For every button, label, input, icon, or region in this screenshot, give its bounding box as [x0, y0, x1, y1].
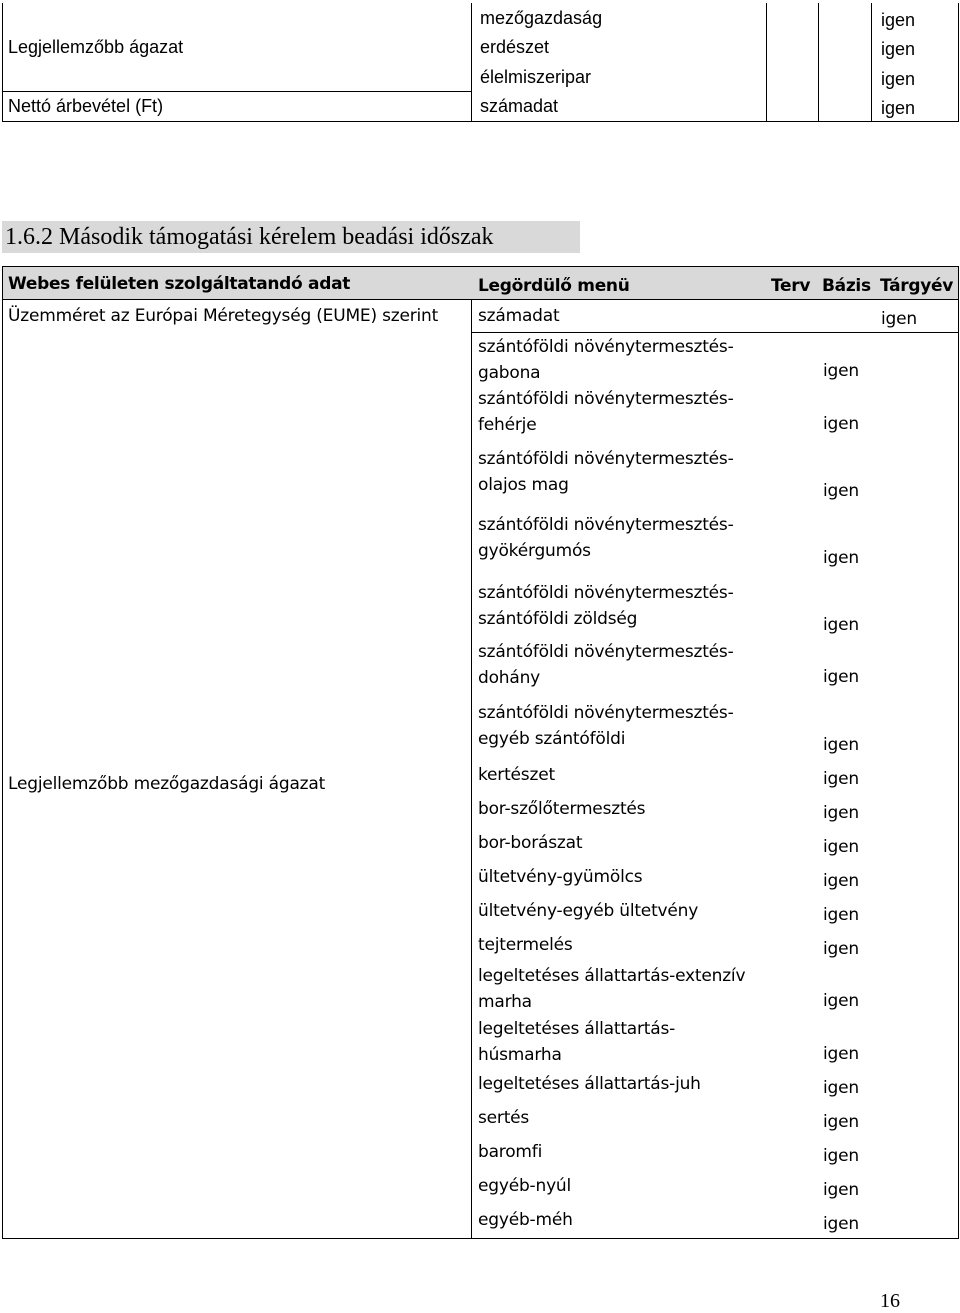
header-year: Tárgyév	[880, 276, 954, 296]
value-cell: igen	[823, 735, 859, 755]
list-item: legeltetéses állattartás- húsmarha	[478, 1019, 676, 1065]
value-cell: igen	[823, 803, 859, 823]
value-cell: igen	[823, 1214, 859, 1234]
value-cell: igen	[823, 991, 859, 1011]
page-number: 16	[880, 1290, 900, 1312]
header-base: Bázis	[822, 276, 871, 296]
list-item: szántóföldi növénytermesztés- olajos mag	[478, 449, 734, 495]
list-item: kertészet	[478, 765, 555, 785]
header-plan: Terv	[771, 276, 811, 296]
list-item: szántóföldi növénytermesztés- gabona	[478, 337, 734, 383]
list-item: tejtermelés	[478, 935, 573, 955]
menu-item: erdészet	[480, 37, 550, 57]
value-cell: igen	[823, 361, 859, 381]
menu-item: számadat	[480, 96, 559, 116]
value-cell: igen	[823, 481, 859, 501]
value-cell: igen	[823, 615, 859, 635]
value-cell: igen	[823, 1146, 859, 1166]
list-item: szántóföldi növénytermesztés- dohány	[478, 642, 734, 688]
list-item: legeltetéses állattartás-extenzív marha	[478, 966, 746, 1012]
header-data: Webes felületen szolgáltatandó adat	[8, 274, 351, 294]
list-item: szántóföldi növénytermesztés- szántóföldi zöldség	[478, 583, 734, 629]
value-cell: igen	[881, 98, 916, 118]
menu-item: élelmiszeripar	[480, 67, 592, 87]
value-cell: igen	[881, 39, 916, 59]
list-item: szántóföldi növénytermesztés- gyökérgumós	[478, 515, 734, 561]
top-row-label-revenue: Nettó árbevétel (Ft)	[8, 96, 164, 116]
list-item: bor-szőlőtermesztés	[478, 799, 646, 819]
list-item: szántóföldi növénytermesztés- egyéb szántóföldi	[478, 703, 734, 749]
list-item: legeltetéses állattartás-juh	[478, 1074, 701, 1094]
value-cell: igen	[881, 10, 916, 30]
list-item: bor-borászat	[478, 833, 583, 853]
value-cell: igen	[881, 69, 916, 89]
value-cell: igen	[823, 769, 859, 789]
value-cell: igen	[823, 905, 859, 925]
list-item: ültetvény-gyümölcs	[478, 867, 643, 887]
value-cell: igen	[823, 837, 859, 857]
value-cell: igen	[823, 1180, 859, 1200]
list-item: sertés	[478, 1108, 530, 1128]
size-row-value: igen	[881, 309, 917, 329]
value-cell: igen	[823, 1078, 859, 1098]
size-row-menu: számadat	[478, 306, 560, 326]
list-item: egyéb-nyúl	[478, 1176, 572, 1196]
menu-item: mezőgazdaság	[480, 8, 603, 28]
list-item: szántóföldi növénytermesztés- fehérje	[478, 389, 734, 435]
value-cell: igen	[823, 548, 859, 568]
section-heading: 1.6.2 Második támogatási kérelem beadási időszak	[5, 224, 494, 250]
sector-label: Legjellemzőbb mezőgazdasági ágazat	[8, 774, 326, 794]
list-item: egyéb-méh	[478, 1210, 573, 1230]
value-cell: igen	[823, 667, 859, 687]
value-cell: igen	[823, 939, 859, 959]
list-item: baromfi	[478, 1142, 543, 1162]
value-cell: igen	[823, 871, 859, 891]
list-item: ültetvény-egyéb ültetvény	[478, 901, 699, 921]
size-row-label: Üzemméret az Európai Méretegység (EUME) szerint	[8, 306, 439, 326]
value-cell: igen	[823, 1044, 859, 1064]
header-menu: Legördülő menü	[478, 276, 630, 296]
value-cell: igen	[823, 1112, 859, 1132]
top-row-label-sector: Legjellemzőbb ágazat	[8, 37, 184, 57]
value-cell: igen	[823, 414, 859, 434]
